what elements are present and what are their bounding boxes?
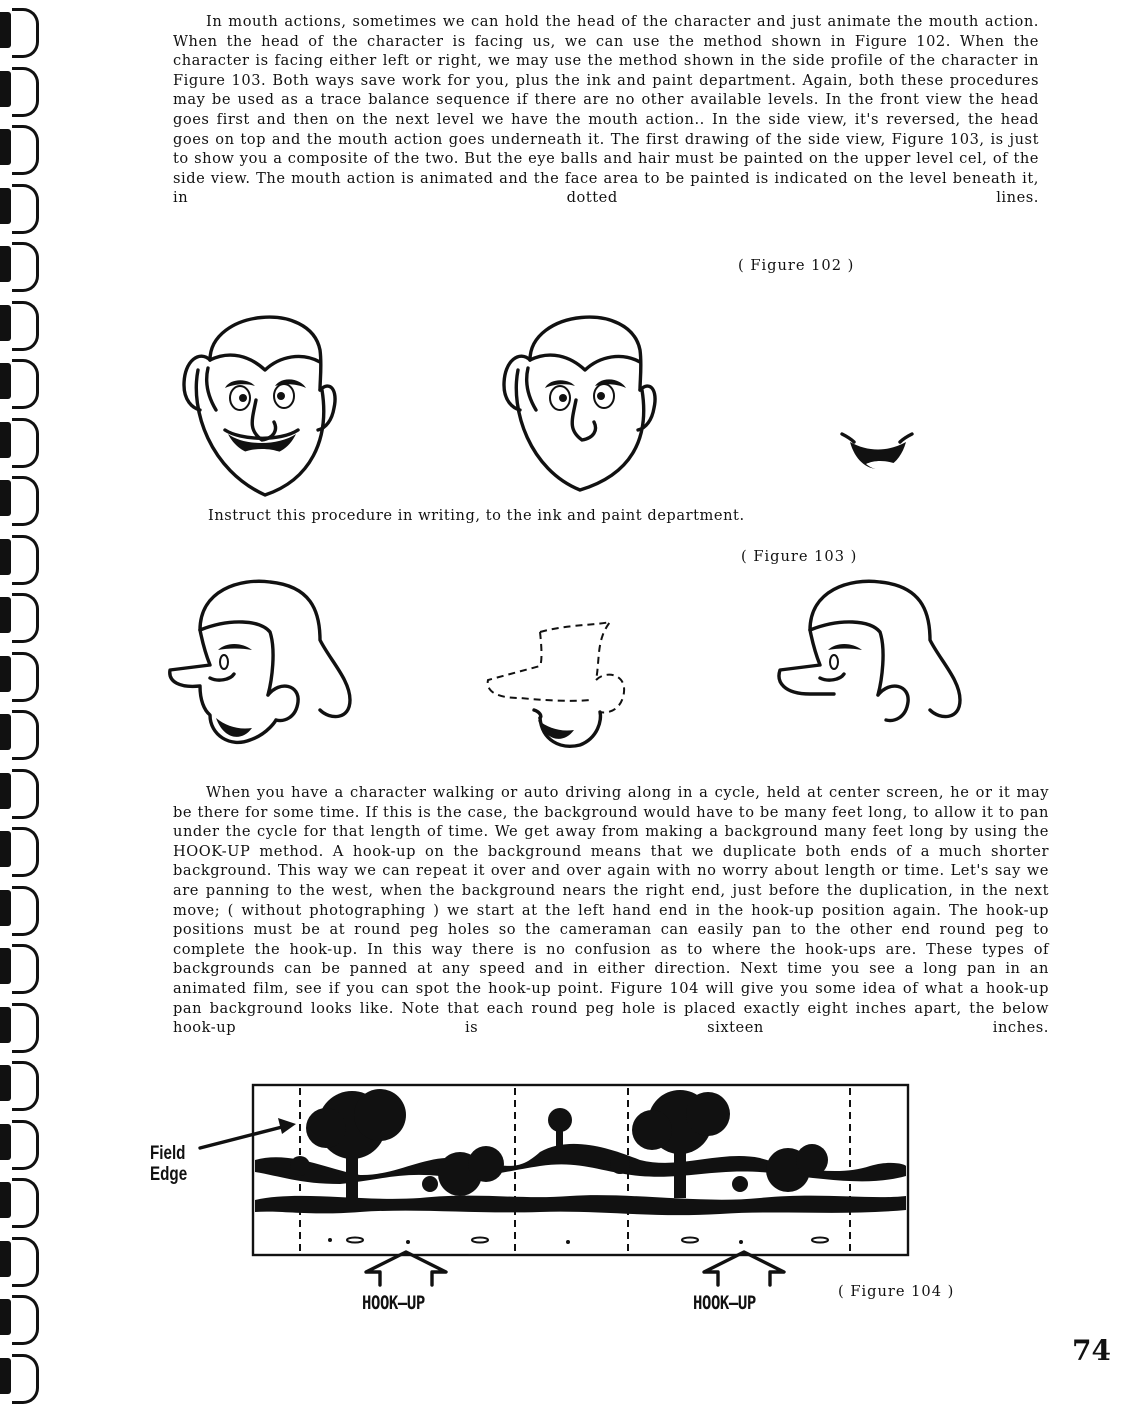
front-head-composite-drawing [184,317,335,495]
binding-ring [12,359,39,409]
binding-hole [0,71,11,107]
binding-hole [0,539,11,575]
binding-hole [0,305,11,341]
figure-102-caption: ( Figure 102 ) [738,257,855,274]
binding-ring [12,67,39,117]
binding-hole [0,188,11,224]
binding-ring [12,769,39,819]
side-head-face-drawing [779,581,960,720]
binding-ring [12,593,39,643]
binding-ring [12,710,39,760]
binding-hole [0,129,11,165]
field-edge-label [150,1143,187,1185]
binding-ring [12,652,39,702]
figure-103-caption: ( Figure 103 ) [741,548,858,565]
binding-hole [0,597,11,633]
binding-hole [0,948,11,984]
binding-hole [0,480,11,516]
field-edge-line-2: Edge [150,1164,188,1185]
page-number: 74 [1072,1334,1111,1367]
instruction-text: Instruct this procedure in writing, to the ink and paint department. [208,507,745,524]
figure-103-illustration [160,570,980,770]
field-edge-line-1: Field [150,1143,186,1164]
side-mouth-level-drawing [488,622,624,746]
hook-up-arrow-right [704,1252,784,1285]
hook-up-label-left: HOOK—UP [362,1292,425,1314]
binding-ring [12,301,39,351]
binding-ring [12,242,39,292]
hook-up-label-right: HOOK—UP [693,1292,756,1314]
binding-ring [12,886,39,936]
mouth-only-drawing [842,434,912,470]
binding-ring [12,535,39,585]
binding-ring [12,1003,39,1053]
figure-104-caption: ( Figure 104 ) [838,1283,955,1300]
figure-104-illustration [0,1080,1139,1300]
binding-ring [12,476,39,526]
paragraph-mouth-actions: In mouth actions, sometimes we can hold the head of the character and just animate the mouth action. When the head of the character is facing us, we can use the method shown in Figure 102. When the character is facing either left or right, we may use the method shown in the side profile of the character in Figure 103. Both ways save work for you, plus the ink and paint department. Again, both these procedures may be used as a trace balance sequence if there are no other available levels. In the front view the head goes first and then on the next level we have the mouth action.. In the side view, it's reversed, the head goes on top and the mouth action goes underneath it. The first drawing of the side view, Figure 103, is just to show you a composite of the two. But the eye balls and hair must be painted on the upper level cel, of the side view. The mouth action is animated and the face area to be painted is indicated on the level beneath it, in dotted lines. [173,13,1039,207]
binding-ring [12,827,39,877]
binding-hole [0,773,11,809]
binding-ring [12,418,39,468]
hook-up-arrow-left [366,1252,446,1285]
binding-hole [0,363,11,399]
binding-hole [0,1358,11,1394]
binding-ring [12,125,39,175]
front-head-face-drawing [504,317,655,490]
binding-hole [0,422,11,458]
figure-102-illustration [170,290,930,510]
paragraph-hook-up: When you have a character walking or auto driving along in a cycle, held at center screen, he or it may be there for some time. If this is the case, the background would have to be many feet long, to allow it to pan under the cycle for that length of time. We get away from making a background many feet long by using the HOOK-UP method. A hook-up on the background means that we duplicate both ends of a much shorter background. This way we can repeat it over and over again with no worry about length or time. Let's say we are panning to the west, when the background nears the right end, just before the duplication, in the next move; ( without photographing ) we start at the left hand end in the hook-up position again. The hook-up positions must be at round peg holes so the cameraman can easily pan to the other end round peg to complete the hook-up. In this way there is no confusion as to where the hook-ups are. These types of backgrounds can be panned at any speed and in either direction. Next time you see a long pan in an animated film, see if you can spot the hook-up point. Figure 104 will give you some idea of what a hook-up pan background looks like. Note that each round peg hole is placed exactly eight inches apart, the below hook-up is sixteen inches. [173,784,1049,1037]
binding-ring [12,1295,39,1345]
binding-ring [12,1354,39,1404]
binding-hole [0,890,11,926]
binding-hole [0,1299,11,1335]
binding-hole [0,12,11,48]
side-head-composite-drawing [170,581,350,742]
binding-hole [0,246,11,282]
binding-hole [0,714,11,750]
binding-ring [12,944,39,994]
binding-ring [12,8,39,58]
binding-hole [0,656,11,692]
binding-hole [0,831,11,867]
binding-ring [12,184,39,234]
binding-hole [0,1007,11,1043]
